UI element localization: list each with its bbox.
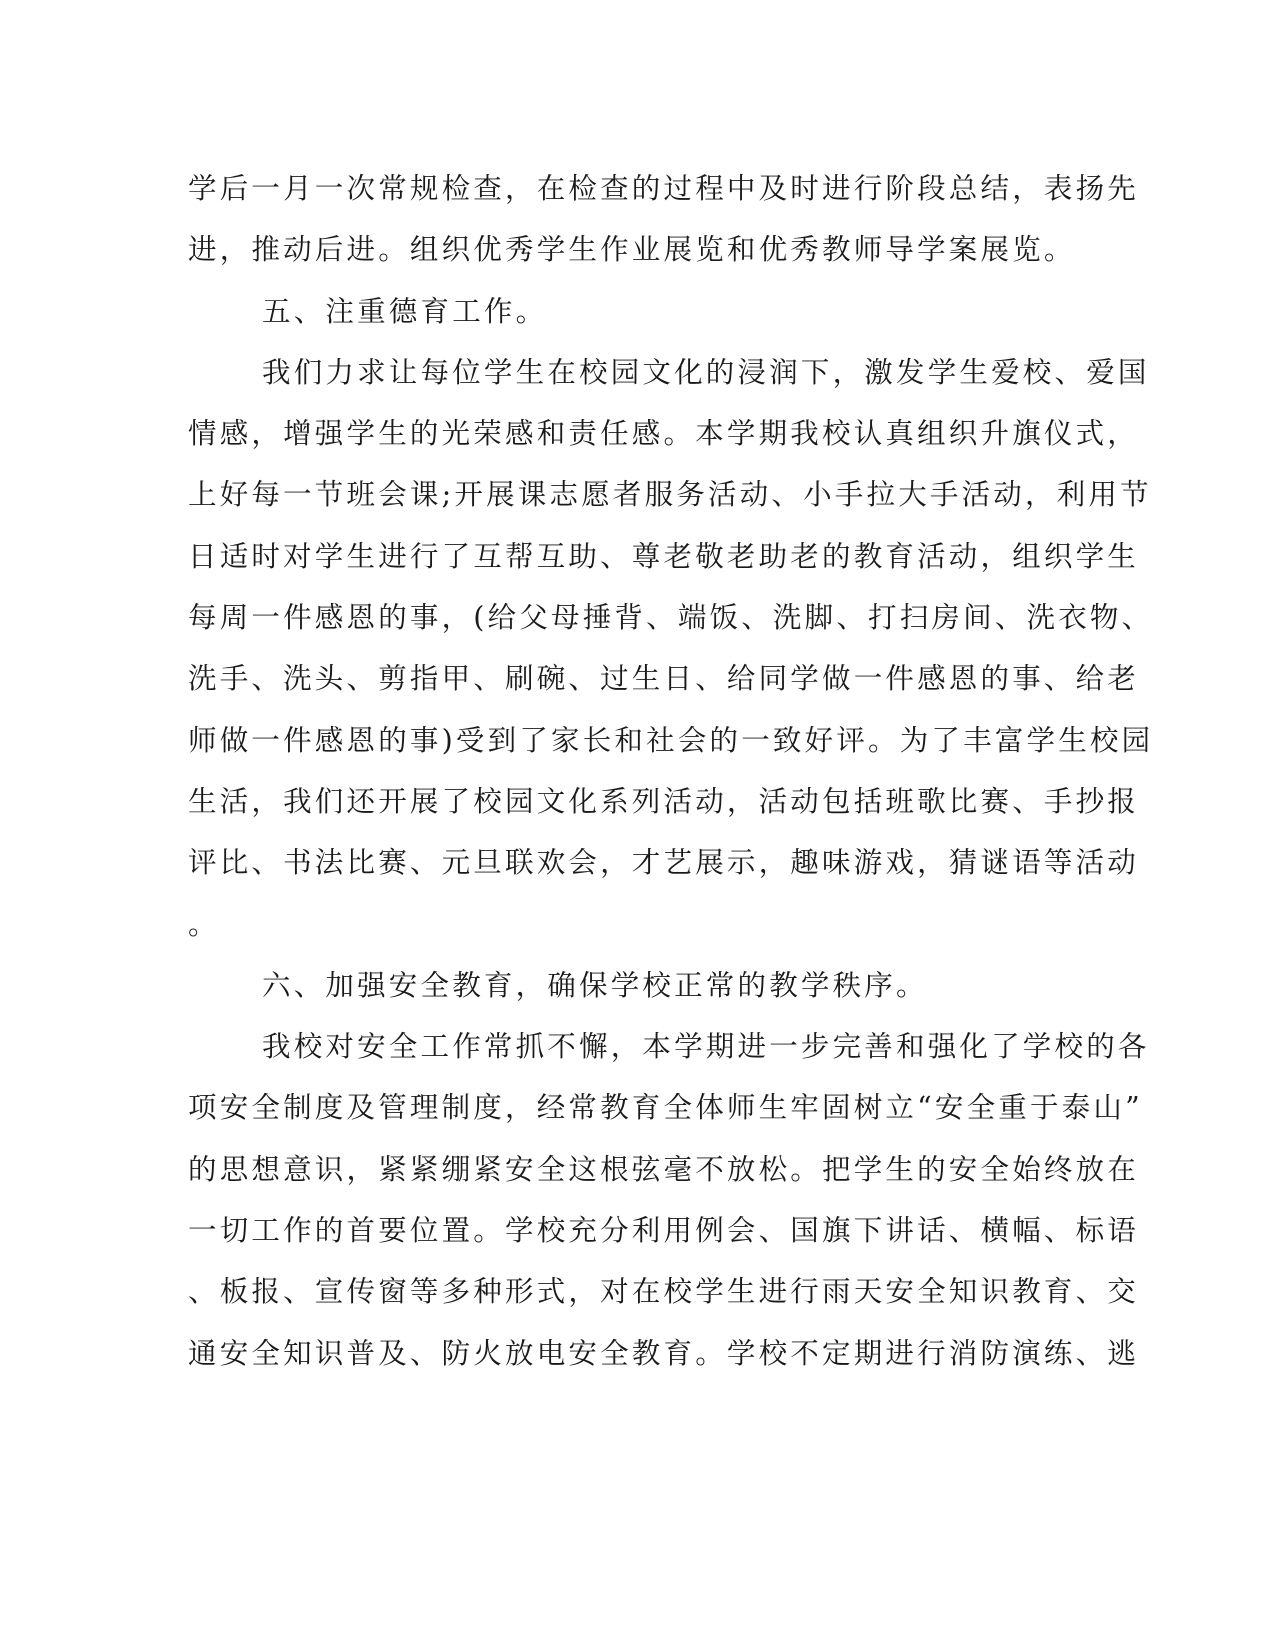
- text-line: 、板报、宣传窗等多种形式，对在校学生进行雨天安全知识教育、交: [188, 1275, 1140, 1309]
- text-line: 情感，增强学生的光荣感和责任感。本学期我校认真组织升旗仪式，: [188, 417, 1140, 451]
- text-line: 师做一件感恩的事)受到了家长和社会的一致好评。为了丰富学生校园: [188, 723, 1154, 757]
- text-line: 项安全制度及管理制度，经常教育全体师生牢固树立“安全重于泰山”: [188, 1091, 1143, 1125]
- text-line: 每周一件感恩的事，(给父母捶背、端饭、洗脚、打扫房间、洗衣物、: [188, 601, 1154, 635]
- section-heading-5: 五、注重德育工作。: [262, 294, 548, 328]
- text-line: 。: [188, 907, 220, 941]
- paragraph-start: 我们力求让每位学生在校园文化的浸润下，激发学生爱校、爱国: [262, 355, 1150, 389]
- text-line: 的思想意识，紧紧绷紧安全这根弦毫不放松。把学生的安全始终放在: [188, 1152, 1140, 1186]
- text-line: 进，推动后进。组织优秀学生作业展览和优秀教师导学案展览。: [188, 233, 1076, 267]
- document-body: [188, 158, 1154, 1384]
- text-line: 通安全知识普及、防火放电安全教育。学校不定期进行消防演练、逃: [188, 1336, 1140, 1370]
- text-line: 上好每一节班会课;开展课志愿者服务活动、小手拉大手活动，利用节: [188, 478, 1152, 512]
- text-line: 评比、书法比赛、元旦联欢会，才艺展示，趣味游戏，猜谜语等活动: [188, 846, 1140, 880]
- text-line: 生活，我们还开展了校园文化系列活动，活动包括班歌比赛、手抄报: [188, 784, 1140, 818]
- text-line: 日适时对学生进行了互帮互助、尊老敬老助老的教育活动，组织学生: [188, 539, 1140, 573]
- paragraph-start: 我校对安全工作常抓不懈，本学期进一步完善和强化了学校的各: [262, 1030, 1150, 1064]
- text-line: 一切工作的首要位置。学校充分利用例会、国旗下讲话、横幅、标语: [188, 1214, 1140, 1248]
- section-heading-6: 六、加强安全教育，确保学校正常的教学秩序。: [262, 968, 928, 1002]
- text-line: 学后一月一次常规检查，在检查的过程中及时进行阶段总结，表扬先: [188, 172, 1140, 205]
- text-line: 洗手、洗头、剪指甲、刷碗、过生日、给同学做一件感恩的事、给老: [188, 662, 1140, 696]
